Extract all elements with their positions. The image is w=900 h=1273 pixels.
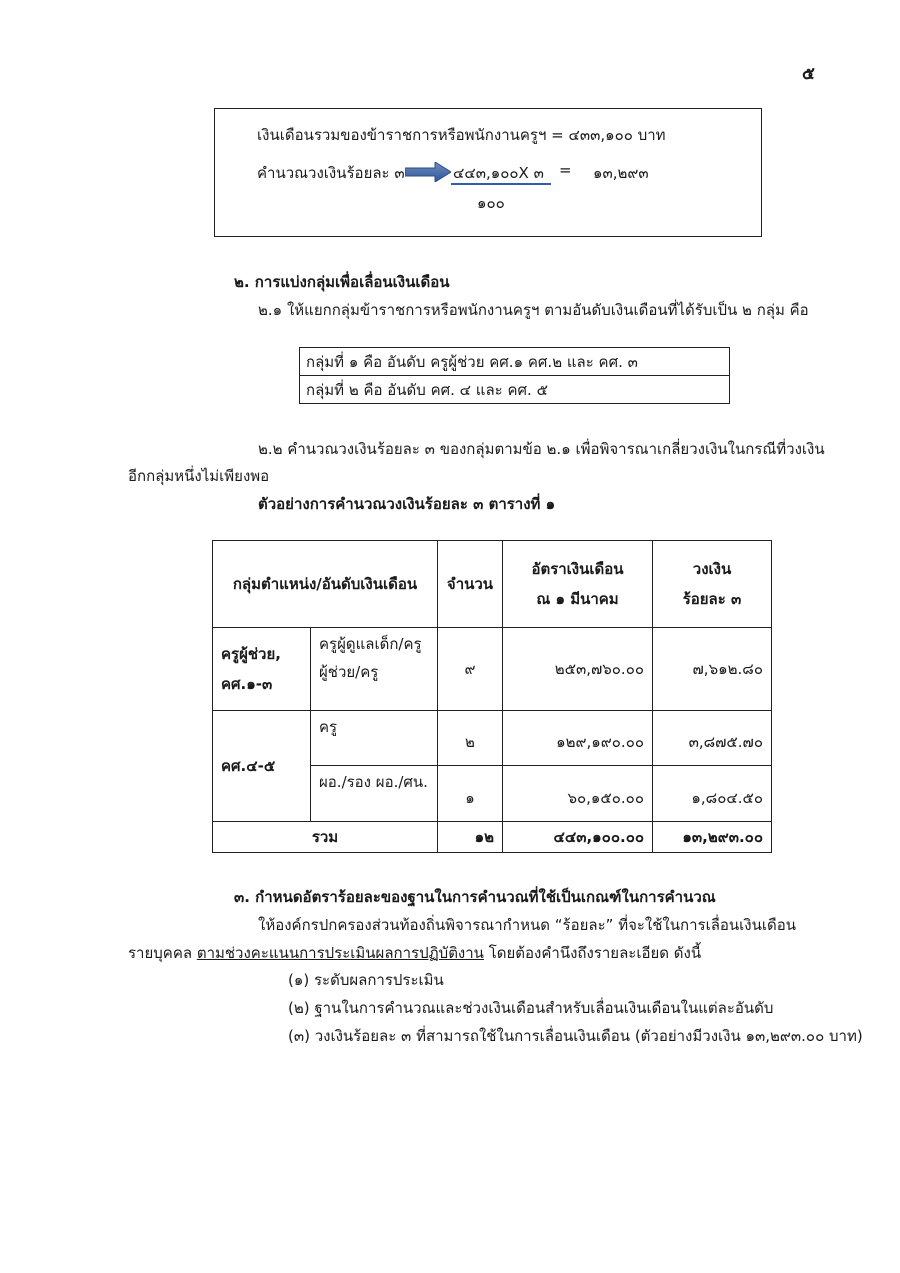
total-salary-line: เงินเดือนรวมของข้าราชการหรือพนักงานครูฯ = ๔๓๓,๑๐๐ บาท xyxy=(257,126,666,144)
section-3-p1-line1: ให้องค์กรปกครองส่วนท้องถิ่นพิจารณากำหนด “ร้อยละ” ที่จะใช้ในการเลื่อนเงินเดือน xyxy=(258,916,796,934)
calc-denominator: ๑๐๐ xyxy=(477,194,505,212)
section-3-item-1: (๑) ระดับผลการประเมิน xyxy=(288,971,444,989)
calc-equals: = xyxy=(559,161,572,179)
budget-table xyxy=(212,540,772,853)
section-3-heading: ๓. กำหนดอัตราร้อยละของฐานในการคำนวณที่ใช้เป็นเกณฑ์ในการคำนวณ xyxy=(234,888,716,906)
header-group: กลุ่มตำแหน่ง/อันดับเงินเดือน xyxy=(213,541,438,628)
group-2-row: กลุ่มที่ ๒ คือ อันดับ คศ. ๔ และ คศ. ๕ xyxy=(300,376,730,404)
header-rate-line1: อัตราเงินเดือน xyxy=(531,560,624,578)
section-2-2-line1: ๒.๒ คำนวณวงเงินร้อยละ ๓ ของกลุ่มตามข้อ ๒.๑ เพื่อพิจารณาเกลี่ยวงเงินในกรณีที่วงเงิน xyxy=(258,440,825,458)
group-1-name-line1: ครูผู้ช่วย, xyxy=(221,645,281,663)
fraction-line xyxy=(451,183,551,185)
calc-result: ๑๓,๒๙๓ xyxy=(593,164,649,182)
table-row xyxy=(213,711,772,766)
group-2-row-2-position: ผอ./รอง ผอ./ศน. xyxy=(311,766,438,822)
total-rate: ๔๔๓,๑๐๐.๐๐ xyxy=(503,822,653,853)
page-number: ๕ xyxy=(802,64,815,84)
group-2-row-1-position: ครู xyxy=(311,711,438,766)
group-2-row-1-budget: ๓,๘๗๕.๗๐ xyxy=(653,711,772,766)
group-1-position-line1: ครูผู้ดูแลเด็ก/ครู xyxy=(319,635,422,653)
group-1-name xyxy=(213,628,311,711)
group-2-row-2-budget: ๑,๘๐๔.๕๐ xyxy=(653,766,772,822)
calc-label: คำนวณวงเงินร้อยละ ๓ xyxy=(257,164,405,182)
header-budget-line2: ร้อยละ ๓ xyxy=(682,590,742,608)
section-3-p1-line2 xyxy=(128,941,701,965)
total-budget: ๑๓,๒๙๓.๐๐ xyxy=(653,822,772,853)
group-2-row-2-count: ๑ xyxy=(438,766,503,822)
arrow-right-icon xyxy=(405,162,451,182)
section-3-item-3: (๓) วงเงินร้อยละ ๓ ที่สามารถใช้ในการเลื่อนเงินเดือน (ตัวอย่างมีวงเงิน ๑๓,๒๙๓.๐๐ บาท) xyxy=(288,1027,863,1045)
group-2-row-1-count: ๒ xyxy=(438,711,503,766)
header-rate-line2: ณ ๑ มีนาคม xyxy=(536,590,619,608)
section-3-p1-line2-underlined: ตามช่วงคะแนนการประเมินผลการปฏิบัติงาน xyxy=(196,944,484,962)
table-row xyxy=(213,628,772,711)
section-2-1-paragraph: ๒.๑ ให้แยกกลุ่มข้าราชการหรือพนักงานครูฯ ตามอันดับเงินเดือนที่ได้รับเป็น ๒ กลุ่ม คือ xyxy=(258,301,809,319)
section-3-item-2: (๒) ฐานในการคำนวณและช่วงเงินเดือนสำหรับเลื่อนเงินเดือนในแต่ละอันดับ xyxy=(288,999,774,1017)
groups-table xyxy=(299,347,730,404)
section-3-p1-line2-pre: รายบุคคล xyxy=(128,944,197,962)
header-count: จำนวน xyxy=(438,541,503,628)
group-2-row-2-rate: ๖๐,๑๕๐.๐๐ xyxy=(503,766,653,822)
group-2-row-1-rate: ๑๒๙,๑๙๐.๐๐ xyxy=(503,711,653,766)
header-rate xyxy=(503,541,653,628)
section-2-heading: ๒. การแบ่งกลุ่มเพื่อเลื่อนเงินเดือน xyxy=(234,273,450,291)
group-1-position xyxy=(311,628,438,711)
table-total-row xyxy=(213,822,772,853)
calc-numerator: ๔๔๓,๑๐๐X ๓ xyxy=(453,164,544,182)
group-1-budget: ๗,๖๑๒.๘๐ xyxy=(653,628,772,711)
example-title: ตัวอย่างการคำนวณวงเงินร้อยละ ๓ ตารางที่ ๑ xyxy=(258,495,556,513)
header-budget xyxy=(653,541,772,628)
group-1-name-line2: คศ.๑-๓ xyxy=(221,675,273,693)
total-count: ๑๒ xyxy=(438,822,503,853)
header-budget-line1: วงเงิน xyxy=(692,560,732,578)
section-3-p1-line2-post: โดยต้องคำนึงถึงรายละเอียด ดังนี้ xyxy=(483,944,702,962)
group-1-rate: ๒๕๓,๗๖๐.๐๐ xyxy=(503,628,653,711)
group-2-name: คศ.๔-๕ xyxy=(213,711,311,822)
group-1-row: กลุ่มที่ ๑ คือ อันดับ ครูผู้ช่วย คศ.๑ คศ.๒ และ คศ. ๓ xyxy=(300,348,730,376)
group-1-count: ๙ xyxy=(438,628,503,711)
section-2-2-line2: อีกกลุ่มหนึ่งไม่เพียงพอ xyxy=(128,467,270,485)
total-label: รวม xyxy=(213,822,438,853)
group-1-position-line2: ผู้ช่วย/ครู xyxy=(319,663,379,681)
table-header-row xyxy=(213,541,772,628)
calculation-box xyxy=(214,108,762,237)
